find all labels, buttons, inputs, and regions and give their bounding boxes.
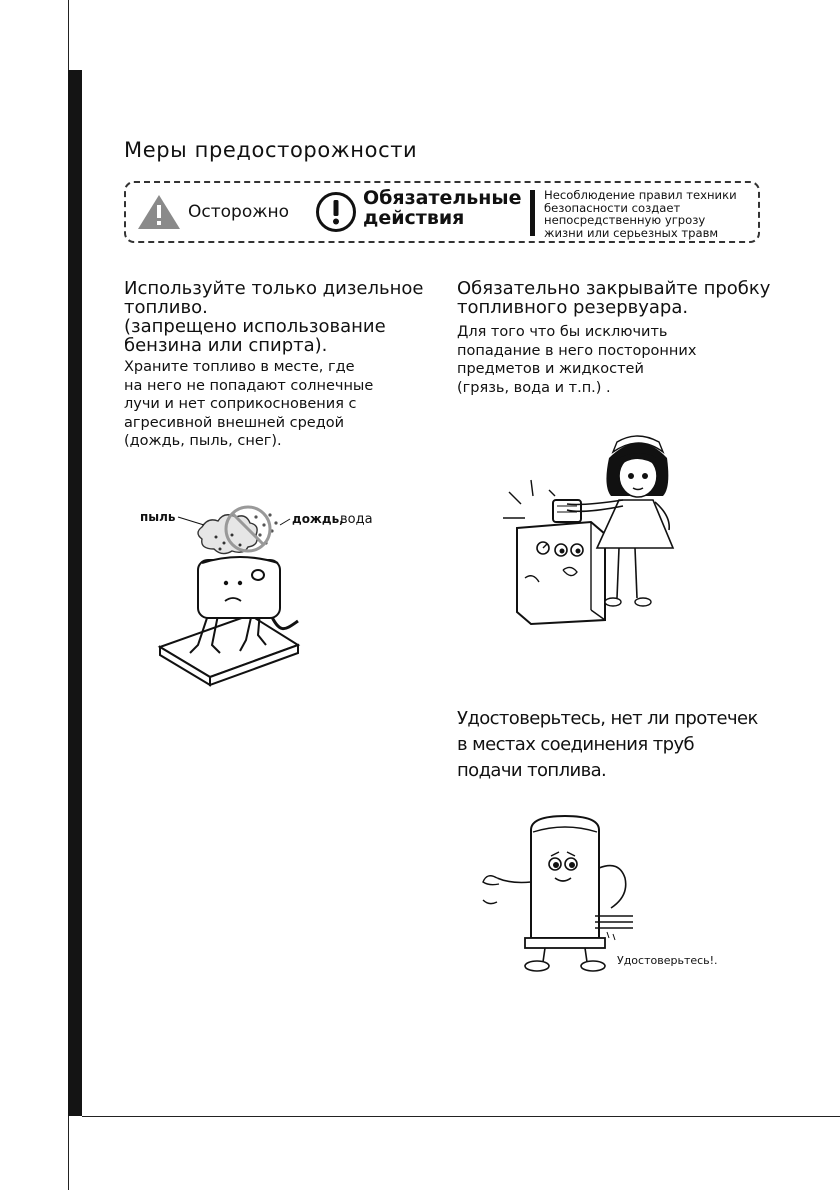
leak-heading-line: Удостоверьтесь, нет ли протечек [457, 708, 758, 729]
closing-fuel-cap-illustration [495, 430, 685, 630]
water-label: вода [340, 512, 373, 527]
cap-heading-line: Обязательно закрывайте пробку [457, 278, 771, 299]
diesel-heading-line: бензина или спирта). [124, 335, 328, 356]
cap-body-line: предметов и жидкостей [457, 361, 644, 377]
dust-label: пыль [140, 510, 176, 524]
mandatory-label-line2: действия [363, 207, 465, 229]
diesel-body-line: (дождь, пыль, снег). [124, 433, 282, 449]
page-title: Меры предосторожности [124, 138, 418, 162]
cap-body-line: попадание в него посторонних [457, 342, 697, 359]
cap-body-line: Для того что бы исключить [457, 324, 668, 340]
diesel-body-line: лучи и нет соприкосновения с [124, 396, 357, 412]
mandatory-label [363, 188, 522, 228]
diesel-body-line: агресивной внешней средой [124, 414, 345, 431]
fuel-tank-outdoor-illustration [130, 495, 400, 690]
diesel-body-line: на него не попадают солнечные [124, 377, 374, 394]
chapter-side-bar [68, 70, 82, 1116]
legend-description [544, 189, 737, 239]
legend-description-line: непосредственную угрозу [544, 213, 706, 228]
caution-label: Осторожно [188, 202, 290, 222]
cap-heading-line: топливного резервуара. [457, 297, 689, 318]
footer-rule [82, 1116, 840, 1117]
cap-body-line: (грязь, вода и т.п.) . [457, 379, 611, 396]
diesel-body-line: Храните топливо в месте, где [124, 359, 355, 375]
safety-legend [124, 181, 760, 243]
leak-heading [457, 706, 758, 784]
leak-caption: Удостоверьтесь!. [617, 954, 718, 967]
cap-body [457, 323, 696, 397]
diesel-heading-line: Используйте только дизельное [124, 278, 424, 299]
rain-label: дождь, [292, 512, 344, 526]
mandatory-label-line1: Обязательные [363, 187, 522, 209]
diesel-heading-line: (запрещено использование [124, 316, 386, 337]
diesel-heading [124, 279, 423, 355]
warning-triangle-icon [136, 193, 182, 231]
mandatory-exclamation-icon [315, 191, 357, 233]
diesel-body [124, 358, 373, 451]
leak-heading-line: подачи топлива. [457, 760, 607, 781]
legend-description-line: безопасности создает [544, 200, 681, 215]
leak-heading-line: в местах соединения труб [457, 734, 695, 755]
legend-description-line: Несоблюдение правил техники [544, 188, 737, 202]
diesel-heading-line: топливо. [124, 297, 208, 318]
legend-description-line: жизни или серьезных травм [544, 225, 719, 240]
cap-heading [457, 279, 770, 317]
leak-check-tank-illustration [475, 812, 735, 982]
legend-separator [530, 190, 535, 236]
